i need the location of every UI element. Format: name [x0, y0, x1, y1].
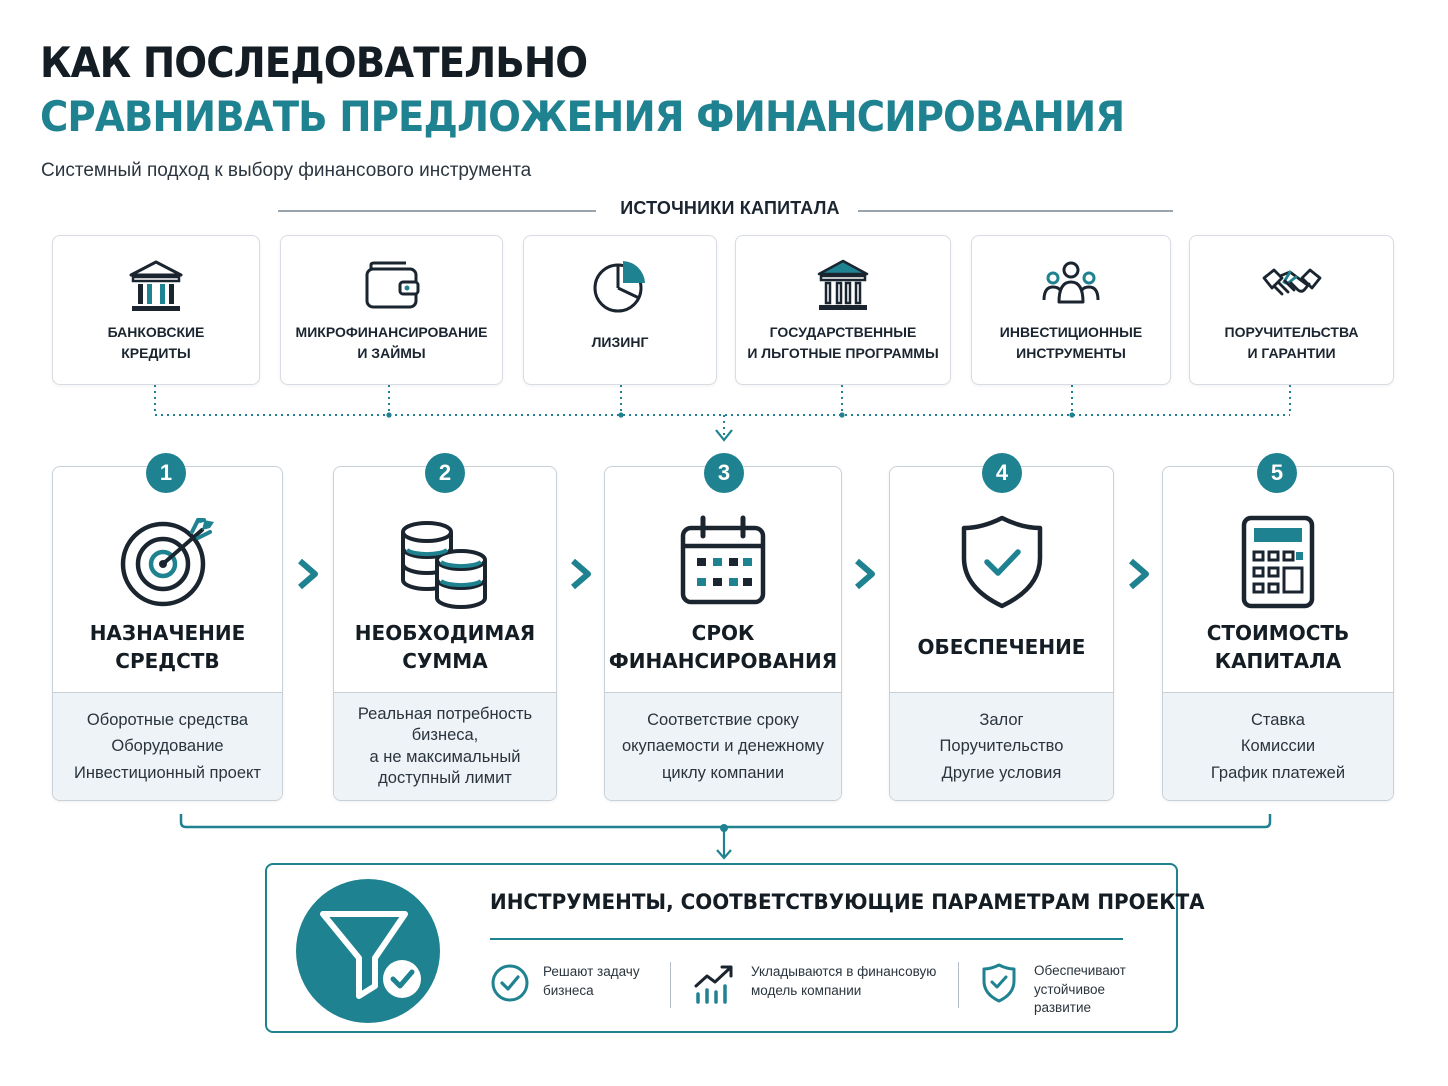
- steps-bracket-connector: [0, 810, 1448, 864]
- people-group-icon: [1041, 256, 1101, 316]
- step-description: Соответствие сроку окупаемости и денежному циклу компании: [621, 710, 825, 782]
- chevron-right-icon: [295, 557, 321, 591]
- result-divider: [490, 938, 1123, 940]
- source-card-government: [735, 235, 951, 385]
- source-label: ЛИЗИНГ: [591, 334, 649, 350]
- step-title: НАЗНАЧЕНИЕ СРЕДСТВ: [89, 621, 246, 673]
- bank-icon: [126, 256, 186, 316]
- step-card-amount: [333, 466, 557, 801]
- source-label: ИНВЕСТИЦИОННЫЕ ИНСТРУМЕНТЫ: [999, 324, 1143, 361]
- source-card-investment: [971, 235, 1171, 385]
- step-number: 1: [146, 453, 186, 493]
- funnel-check-icon: [295, 878, 441, 1024]
- step-title: ОБЕСПЕЧЕНИЕ: [917, 635, 1086, 659]
- step-number: 4: [982, 453, 1022, 493]
- coins-icon: [395, 512, 495, 612]
- sources-divider-right: [858, 210, 1173, 212]
- title-line-2: СРАВНИВАТЬ ПРЕДЛОЖЕНИЯ ФИНАНСИРОВАНИЯ: [40, 92, 1125, 141]
- result-title: ИНСТРУМЕНТЫ, СООТВЕТСТВУЮЩИЕ ПАРАМЕТРАМ ПРОЕКТА: [490, 890, 1205, 914]
- subtitle: Системный подход к выбору финансового инструмента: [41, 160, 532, 181]
- target-icon: [118, 512, 218, 612]
- step-card-purpose: [52, 466, 283, 801]
- government-building-icon: [813, 256, 873, 316]
- check-circle-icon: [490, 963, 530, 1003]
- feature-divider: [958, 962, 959, 1008]
- handshake-icon: [1262, 256, 1322, 316]
- result-feature-text: Укладываются в финансовую модель компании: [751, 964, 937, 998]
- step-title: СТОИМОСТЬ КАПИТАЛА: [1206, 621, 1350, 673]
- result-feature-text: Обеспечивают устойчивое развитие: [1034, 963, 1126, 1015]
- step-card-collateral: [889, 466, 1114, 801]
- chevron-right-icon: [852, 557, 878, 591]
- sources-connector: [0, 385, 1448, 447]
- calculator-icon: [1228, 512, 1328, 612]
- step-number: 2: [425, 453, 465, 493]
- title-line-1: КАК ПОСЛЕДОВАТЕЛЬНО: [40, 38, 588, 87]
- source-card-guarantees: [1189, 235, 1394, 385]
- source-label: МИКРОФИНАНСИРОВАНИЕ И ЗАЙМЫ: [295, 324, 488, 361]
- source-label: ГОСУДАРСТВЕННЫЕ И ЛЬГОТНЫЕ ПРОГРАММЫ: [747, 324, 939, 361]
- sources-title: ИСТОЧНИКИ КАПИТАЛА: [620, 198, 840, 218]
- source-label: ПОРУЧИТЕЛЬСТВА И ГАРАНТИИ: [1224, 324, 1359, 361]
- source-card-leasing: [523, 235, 717, 385]
- chevron-right-icon: [1126, 557, 1152, 591]
- wallet-icon: [362, 256, 422, 316]
- step-number: 3: [704, 453, 744, 493]
- shield-check-icon: [952, 512, 1052, 612]
- step-title: НЕОБХОДИМАЯ СУММА: [354, 621, 536, 673]
- calendar-icon: [673, 512, 773, 612]
- source-card-microfinance: [280, 235, 503, 385]
- step-number: 5: [1257, 453, 1297, 493]
- step-description: Залог Поручительство Другие условия: [939, 710, 1064, 782]
- chevron-right-icon: [568, 557, 594, 591]
- step-title: СРОК ФИНАНСИРОВАНИЯ: [608, 621, 838, 673]
- step-description: Ставка Комиссии График платежей: [1210, 710, 1346, 782]
- step-description: Оборотные средства Оборудование Инвестиционный проект: [74, 710, 261, 782]
- source-label: БАНКОВСКИЕ КРЕДИТЫ: [107, 324, 205, 361]
- step-description: Реальная потребность бизнеса, а не максимальный доступный лимит: [357, 704, 533, 787]
- sources-divider-left: [278, 210, 596, 212]
- step-card-cost: [1162, 466, 1394, 801]
- step-card-term: [604, 466, 842, 801]
- pie-chart-icon: [590, 256, 650, 316]
- source-card-bank: [52, 235, 260, 385]
- growth-chart-icon: [692, 962, 736, 1006]
- shield-check-icon: [980, 962, 1018, 1004]
- result-feature-text: Решают задачу бизнеса: [543, 964, 640, 998]
- sources-header: [0, 198, 1448, 224]
- feature-divider: [670, 962, 671, 1008]
